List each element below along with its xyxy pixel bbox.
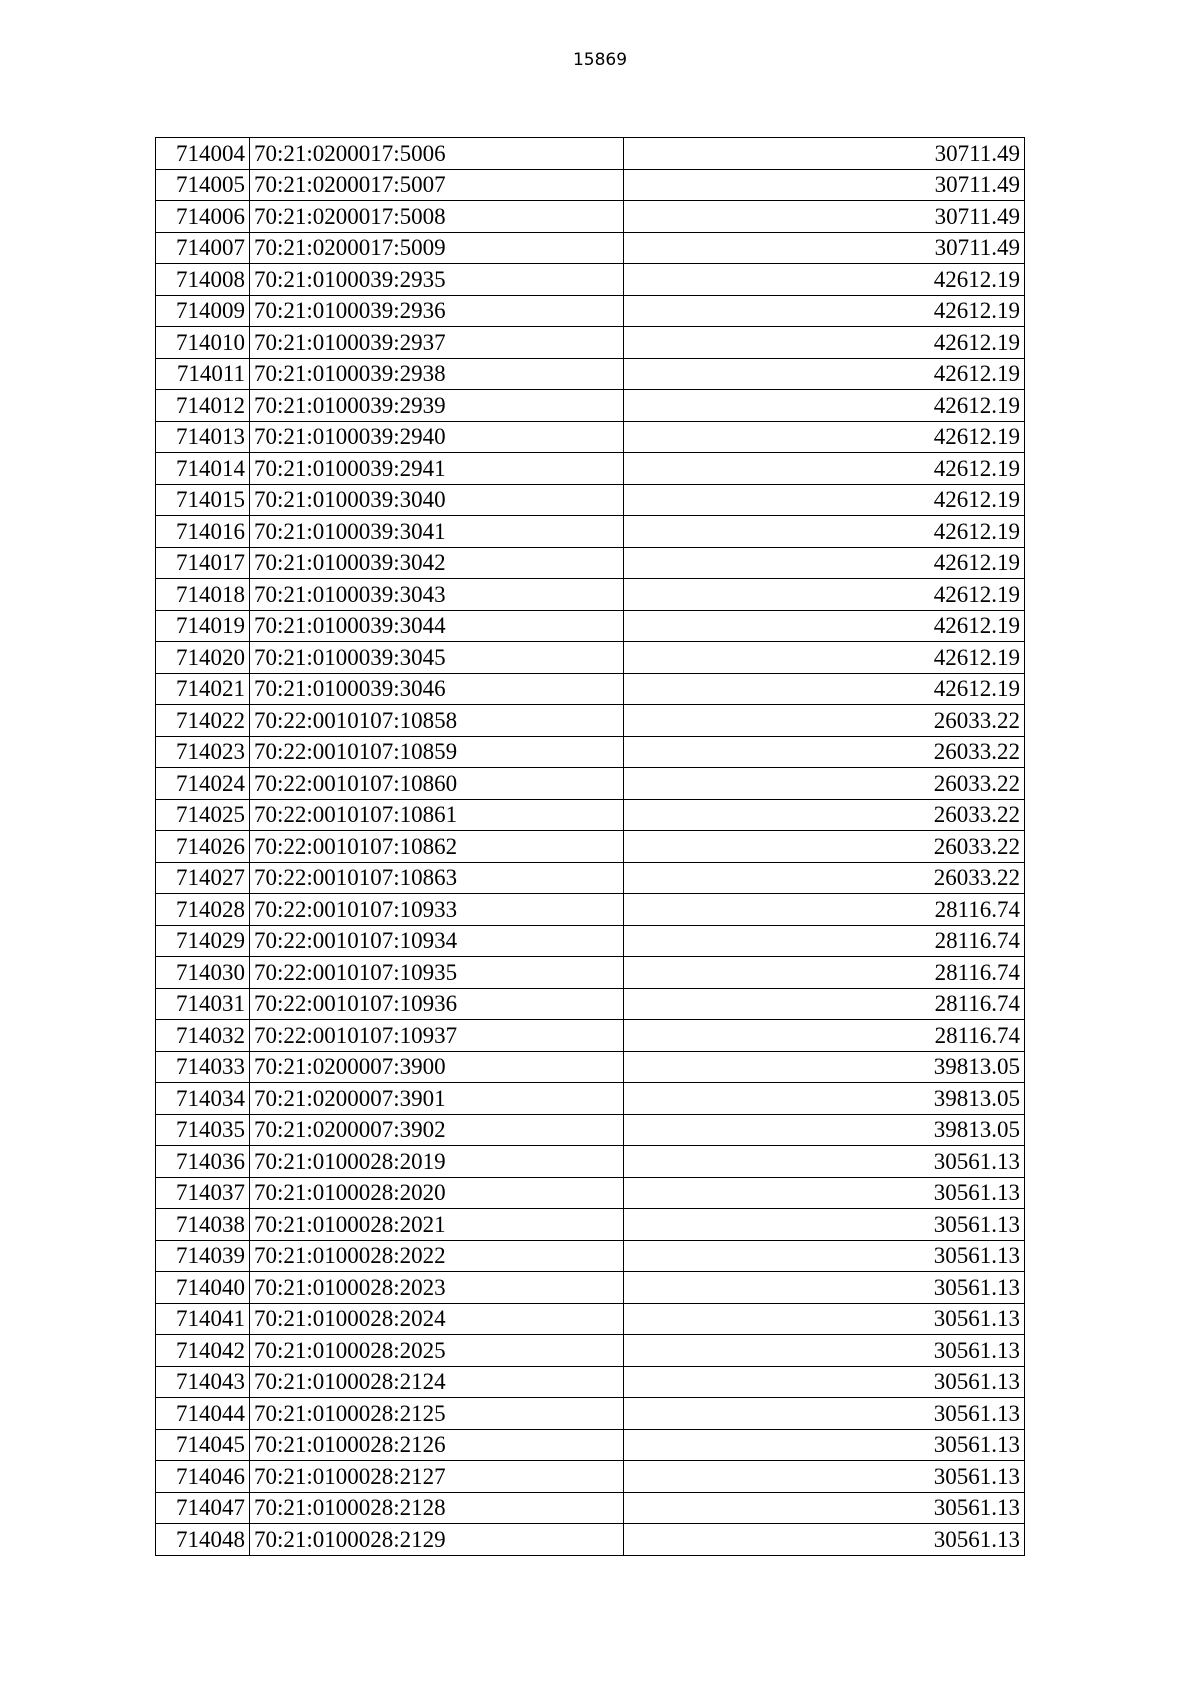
value-cell: 26033.22 bbox=[624, 705, 1025, 737]
cadastral-number-cell: 70:21:0100028:2025 bbox=[250, 1335, 624, 1367]
cadastral-number-cell: 70:21:0100028:2022 bbox=[250, 1240, 624, 1272]
table-row bbox=[156, 736, 1025, 768]
record-id-cell: 714048 bbox=[156, 1524, 250, 1556]
record-id-cell: 714010 bbox=[156, 327, 250, 359]
table-row bbox=[156, 516, 1025, 548]
record-id-cell: 714030 bbox=[156, 957, 250, 989]
value-cell: 42612.19 bbox=[624, 453, 1025, 485]
value-cell: 26033.22 bbox=[624, 736, 1025, 768]
table-row bbox=[156, 1272, 1025, 1304]
table-row bbox=[156, 1335, 1025, 1367]
record-id-cell: 714040 bbox=[156, 1272, 250, 1304]
table-row bbox=[156, 1429, 1025, 1461]
table-row bbox=[156, 957, 1025, 989]
value-cell: 42612.19 bbox=[624, 610, 1025, 642]
table-row bbox=[156, 610, 1025, 642]
table-row bbox=[156, 705, 1025, 737]
table-row bbox=[156, 831, 1025, 863]
record-id-cell: 714034 bbox=[156, 1083, 250, 1115]
cadastral-number-cell: 70:21:0100028:2129 bbox=[250, 1524, 624, 1556]
value-cell: 42612.19 bbox=[624, 579, 1025, 611]
table-row bbox=[156, 1146, 1025, 1178]
record-id-cell: 714013 bbox=[156, 421, 250, 453]
value-cell: 42612.19 bbox=[624, 673, 1025, 705]
record-id-cell: 714012 bbox=[156, 390, 250, 422]
value-cell: 30561.13 bbox=[624, 1366, 1025, 1398]
table-row bbox=[156, 799, 1025, 831]
table-row bbox=[156, 1303, 1025, 1335]
value-cell: 30561.13 bbox=[624, 1461, 1025, 1493]
value-cell: 30561.13 bbox=[624, 1524, 1025, 1556]
record-id-cell: 714044 bbox=[156, 1398, 250, 1430]
value-cell: 30561.13 bbox=[624, 1209, 1025, 1241]
value-cell: 28116.74 bbox=[624, 957, 1025, 989]
record-id-cell: 714024 bbox=[156, 768, 250, 800]
table-row bbox=[156, 484, 1025, 516]
cadastral-number-cell: 70:21:0100028:2126 bbox=[250, 1429, 624, 1461]
cadastral-number-cell: 70:22:0010107:10937 bbox=[250, 1020, 624, 1052]
value-cell: 26033.22 bbox=[624, 862, 1025, 894]
table-row bbox=[156, 1366, 1025, 1398]
registry-table-body bbox=[156, 138, 1025, 1556]
table-row bbox=[156, 579, 1025, 611]
cadastral-number-cell: 70:21:0200007:3902 bbox=[250, 1114, 624, 1146]
cadastral-number-cell: 70:21:0100039:2941 bbox=[250, 453, 624, 485]
record-id-cell: 714036 bbox=[156, 1146, 250, 1178]
record-id-cell: 714031 bbox=[156, 988, 250, 1020]
table-row bbox=[156, 642, 1025, 674]
record-id-cell: 714045 bbox=[156, 1429, 250, 1461]
value-cell: 42612.19 bbox=[624, 390, 1025, 422]
value-cell: 39813.05 bbox=[624, 1083, 1025, 1115]
table-row bbox=[156, 232, 1025, 264]
table-row bbox=[156, 1209, 1025, 1241]
table-row bbox=[156, 138, 1025, 170]
value-cell: 28116.74 bbox=[624, 1020, 1025, 1052]
cadastral-number-cell: 70:21:0200017:5007 bbox=[250, 169, 624, 201]
record-id-cell: 714032 bbox=[156, 1020, 250, 1052]
record-id-cell: 714019 bbox=[156, 610, 250, 642]
record-id-cell: 714025 bbox=[156, 799, 250, 831]
table-row bbox=[156, 1020, 1025, 1052]
cadastral-number-cell: 70:21:0200017:5008 bbox=[250, 201, 624, 233]
table-row bbox=[156, 421, 1025, 453]
record-id-cell: 714011 bbox=[156, 358, 250, 390]
table-row bbox=[156, 1083, 1025, 1115]
value-cell: 39813.05 bbox=[624, 1114, 1025, 1146]
table-row bbox=[156, 358, 1025, 390]
table-row bbox=[156, 1051, 1025, 1083]
cadastral-number-cell: 70:22:0010107:10936 bbox=[250, 988, 624, 1020]
table-row bbox=[156, 988, 1025, 1020]
cadastral-number-cell: 70:21:0100039:3046 bbox=[250, 673, 624, 705]
cadastral-number-cell: 70:21:0100039:2937 bbox=[250, 327, 624, 359]
record-id-cell: 714023 bbox=[156, 736, 250, 768]
value-cell: 26033.22 bbox=[624, 831, 1025, 863]
value-cell: 30561.13 bbox=[624, 1335, 1025, 1367]
value-cell: 28116.74 bbox=[624, 894, 1025, 926]
table-row bbox=[156, 1524, 1025, 1556]
cadastral-number-cell: 70:22:0010107:10862 bbox=[250, 831, 624, 863]
cadastral-number-cell: 70:21:0100039:2936 bbox=[250, 295, 624, 327]
value-cell: 42612.19 bbox=[624, 295, 1025, 327]
table-row bbox=[156, 673, 1025, 705]
cadastral-number-cell: 70:21:0100039:2940 bbox=[250, 421, 624, 453]
value-cell: 42612.19 bbox=[624, 547, 1025, 579]
cadastral-number-cell: 70:21:0100028:2127 bbox=[250, 1461, 624, 1493]
table-row bbox=[156, 169, 1025, 201]
cadastral-number-cell: 70:21:0200007:3900 bbox=[250, 1051, 624, 1083]
value-cell: 30561.13 bbox=[624, 1177, 1025, 1209]
table-row bbox=[156, 295, 1025, 327]
cadastral-number-cell: 70:21:0100028:2023 bbox=[250, 1272, 624, 1304]
value-cell: 42612.19 bbox=[624, 421, 1025, 453]
cadastral-number-cell: 70:22:0010107:10933 bbox=[250, 894, 624, 926]
cadastral-number-cell: 70:21:0100039:3043 bbox=[250, 579, 624, 611]
cadastral-number-cell: 70:21:0100039:2938 bbox=[250, 358, 624, 390]
record-id-cell: 714009 bbox=[156, 295, 250, 327]
table-row bbox=[156, 1492, 1025, 1524]
cadastral-number-cell: 70:21:0100039:3041 bbox=[250, 516, 624, 548]
value-cell: 30561.13 bbox=[624, 1303, 1025, 1335]
record-id-cell: 714014 bbox=[156, 453, 250, 485]
table-row bbox=[156, 1177, 1025, 1209]
cadastral-number-cell: 70:21:0200017:5009 bbox=[250, 232, 624, 264]
table-row bbox=[156, 327, 1025, 359]
cadastral-number-cell: 70:22:0010107:10934 bbox=[250, 925, 624, 957]
table-row bbox=[156, 1114, 1025, 1146]
record-id-cell: 714015 bbox=[156, 484, 250, 516]
record-id-cell: 714039 bbox=[156, 1240, 250, 1272]
record-id-cell: 714006 bbox=[156, 201, 250, 233]
record-id-cell: 714037 bbox=[156, 1177, 250, 1209]
record-id-cell: 714027 bbox=[156, 862, 250, 894]
value-cell: 30561.13 bbox=[624, 1240, 1025, 1272]
value-cell: 30711.49 bbox=[624, 232, 1025, 264]
value-cell: 30561.13 bbox=[624, 1429, 1025, 1461]
page-number: 15869 bbox=[572, 50, 628, 70]
record-id-cell: 714029 bbox=[156, 925, 250, 957]
cadastral-number-cell: 70:21:0100039:3042 bbox=[250, 547, 624, 579]
value-cell: 28116.74 bbox=[624, 988, 1025, 1020]
record-id-cell: 714046 bbox=[156, 1461, 250, 1493]
record-id-cell: 714022 bbox=[156, 705, 250, 737]
record-id-cell: 714028 bbox=[156, 894, 250, 926]
value-cell: 28116.74 bbox=[624, 925, 1025, 957]
value-cell: 42612.19 bbox=[624, 484, 1025, 516]
value-cell: 30561.13 bbox=[624, 1398, 1025, 1430]
record-id-cell: 714016 bbox=[156, 516, 250, 548]
record-id-cell: 714007 bbox=[156, 232, 250, 264]
record-id-cell: 714033 bbox=[156, 1051, 250, 1083]
cadastral-number-cell: 70:22:0010107:10859 bbox=[250, 736, 624, 768]
record-id-cell: 714038 bbox=[156, 1209, 250, 1241]
record-id-cell: 714020 bbox=[156, 642, 250, 674]
record-id-cell: 714041 bbox=[156, 1303, 250, 1335]
cadastral-number-cell: 70:21:0100028:2020 bbox=[250, 1177, 624, 1209]
cadastral-number-cell: 70:21:0100039:3040 bbox=[250, 484, 624, 516]
value-cell: 30711.49 bbox=[624, 169, 1025, 201]
table-row bbox=[156, 1398, 1025, 1430]
value-cell: 30561.13 bbox=[624, 1272, 1025, 1304]
cadastral-number-cell: 70:21:0100028:2024 bbox=[250, 1303, 624, 1335]
value-cell: 26033.22 bbox=[624, 768, 1025, 800]
record-id-cell: 714042 bbox=[156, 1335, 250, 1367]
cadastral-number-cell: 70:21:0100028:2021 bbox=[250, 1209, 624, 1241]
cadastral-number-cell: 70:21:0100028:2124 bbox=[250, 1366, 624, 1398]
value-cell: 26033.22 bbox=[624, 799, 1025, 831]
cadastral-number-cell: 70:21:0100039:3044 bbox=[250, 610, 624, 642]
record-id-cell: 714008 bbox=[156, 264, 250, 296]
cadastral-number-cell: 70:22:0010107:10860 bbox=[250, 768, 624, 800]
record-id-cell: 714047 bbox=[156, 1492, 250, 1524]
value-cell: 39813.05 bbox=[624, 1051, 1025, 1083]
table-row bbox=[156, 547, 1025, 579]
cadastral-number-cell: 70:21:0100028:2019 bbox=[250, 1146, 624, 1178]
table-row bbox=[156, 1240, 1025, 1272]
value-cell: 30711.49 bbox=[624, 201, 1025, 233]
table-row bbox=[156, 1461, 1025, 1493]
record-id-cell: 714004 bbox=[156, 138, 250, 170]
registry-table bbox=[155, 137, 1025, 1556]
table-row bbox=[156, 264, 1025, 296]
value-cell: 30561.13 bbox=[624, 1146, 1025, 1178]
value-cell: 42612.19 bbox=[624, 516, 1025, 548]
table-row bbox=[156, 201, 1025, 233]
table-row bbox=[156, 390, 1025, 422]
cadastral-number-cell: 70:21:0200007:3901 bbox=[250, 1083, 624, 1115]
table-row bbox=[156, 925, 1025, 957]
value-cell: 42612.19 bbox=[624, 642, 1025, 674]
cadastral-number-cell: 70:22:0010107:10935 bbox=[250, 957, 624, 989]
cadastral-number-cell: 70:22:0010107:10858 bbox=[250, 705, 624, 737]
value-cell: 30711.49 bbox=[624, 138, 1025, 170]
value-cell: 42612.19 bbox=[624, 358, 1025, 390]
table-row bbox=[156, 453, 1025, 485]
cadastral-number-cell: 70:21:0100039:2939 bbox=[250, 390, 624, 422]
table-row bbox=[156, 894, 1025, 926]
value-cell: 42612.19 bbox=[624, 327, 1025, 359]
table-row bbox=[156, 768, 1025, 800]
record-id-cell: 714018 bbox=[156, 579, 250, 611]
cadastral-number-cell: 70:21:0100028:2128 bbox=[250, 1492, 624, 1524]
cadastral-number-cell: 70:21:0100028:2125 bbox=[250, 1398, 624, 1430]
record-id-cell: 714021 bbox=[156, 673, 250, 705]
cadastral-number-cell: 70:22:0010107:10861 bbox=[250, 799, 624, 831]
record-id-cell: 714035 bbox=[156, 1114, 250, 1146]
record-id-cell: 714026 bbox=[156, 831, 250, 863]
value-cell: 42612.19 bbox=[624, 264, 1025, 296]
table-row bbox=[156, 862, 1025, 894]
record-id-cell: 714017 bbox=[156, 547, 250, 579]
cadastral-number-cell: 70:21:0100039:2935 bbox=[250, 264, 624, 296]
cadastral-number-cell: 70:21:0100039:3045 bbox=[250, 642, 624, 674]
cadastral-number-cell: 70:22:0010107:10863 bbox=[250, 862, 624, 894]
record-id-cell: 714005 bbox=[156, 169, 250, 201]
value-cell: 30561.13 bbox=[624, 1492, 1025, 1524]
cadastral-number-cell: 70:21:0200017:5006 bbox=[250, 138, 624, 170]
record-id-cell: 714043 bbox=[156, 1366, 250, 1398]
